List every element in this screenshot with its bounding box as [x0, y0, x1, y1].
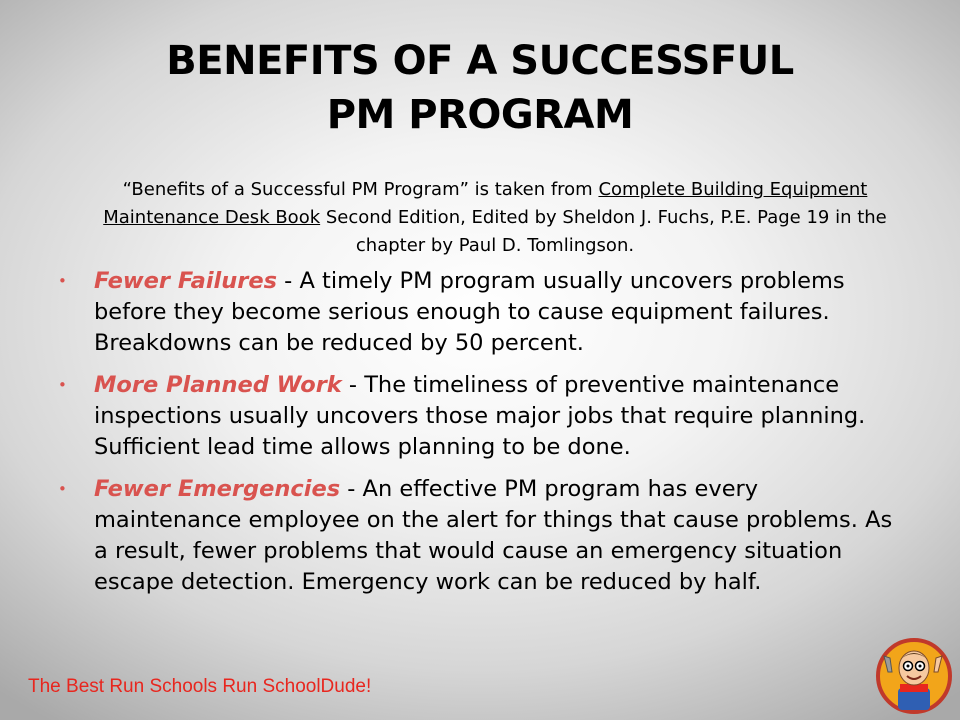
citation-book-title: Complete Building Equipment Maintenance Desk Book	[103, 179, 868, 228]
footer-tagline: The Best Run Schools Run SchoolDude!	[28, 676, 372, 697]
title-line-2: PM PROGRAM	[326, 92, 634, 138]
bullet-icon: •	[58, 376, 67, 394]
slide-title	[60, 34, 900, 142]
schooldude-mascot-icon	[876, 632, 952, 716]
bullet-icon: •	[58, 272, 67, 290]
list-item	[56, 266, 906, 359]
benefit-description: - A timely PM program usually uncovers problems before they become serious enough to cause equipment failures. Breakdowns can be reduced by 50 percent.	[94, 268, 845, 356]
bullet-icon: •	[58, 480, 67, 498]
citation-intro: “Benefits of a Successful PM Program” is taken from	[122, 179, 599, 200]
citation-text	[100, 176, 890, 260]
title-line-1: BENEFITS OF A SUCCESSFUL	[166, 38, 794, 84]
benefit-term: More Planned Work	[94, 372, 342, 398]
citation-details: Second Edition, Edited by Sheldon J. Fuchs, P.E. Page 19 in the chapter by Paul D. Tomlingson.	[320, 207, 887, 256]
list-item	[56, 370, 906, 463]
benefits-list	[56, 266, 906, 609]
benefit-description: - The timeliness of preventive maintenance inspections usually uncovers those major jobs that require planning. Sufficient lead time allows planning to be done.	[94, 372, 866, 460]
benefit-term: Fewer Emergencies	[94, 476, 341, 502]
benefit-term: Fewer Failures	[94, 268, 278, 294]
list-item	[56, 474, 906, 598]
benefit-description: - An effective PM program has every maintenance employee on the alert for things that cause problems. As a result, fewer problems that would cause an emergency situation escape detection. Emergency work can be reduced by half.	[94, 476, 893, 595]
